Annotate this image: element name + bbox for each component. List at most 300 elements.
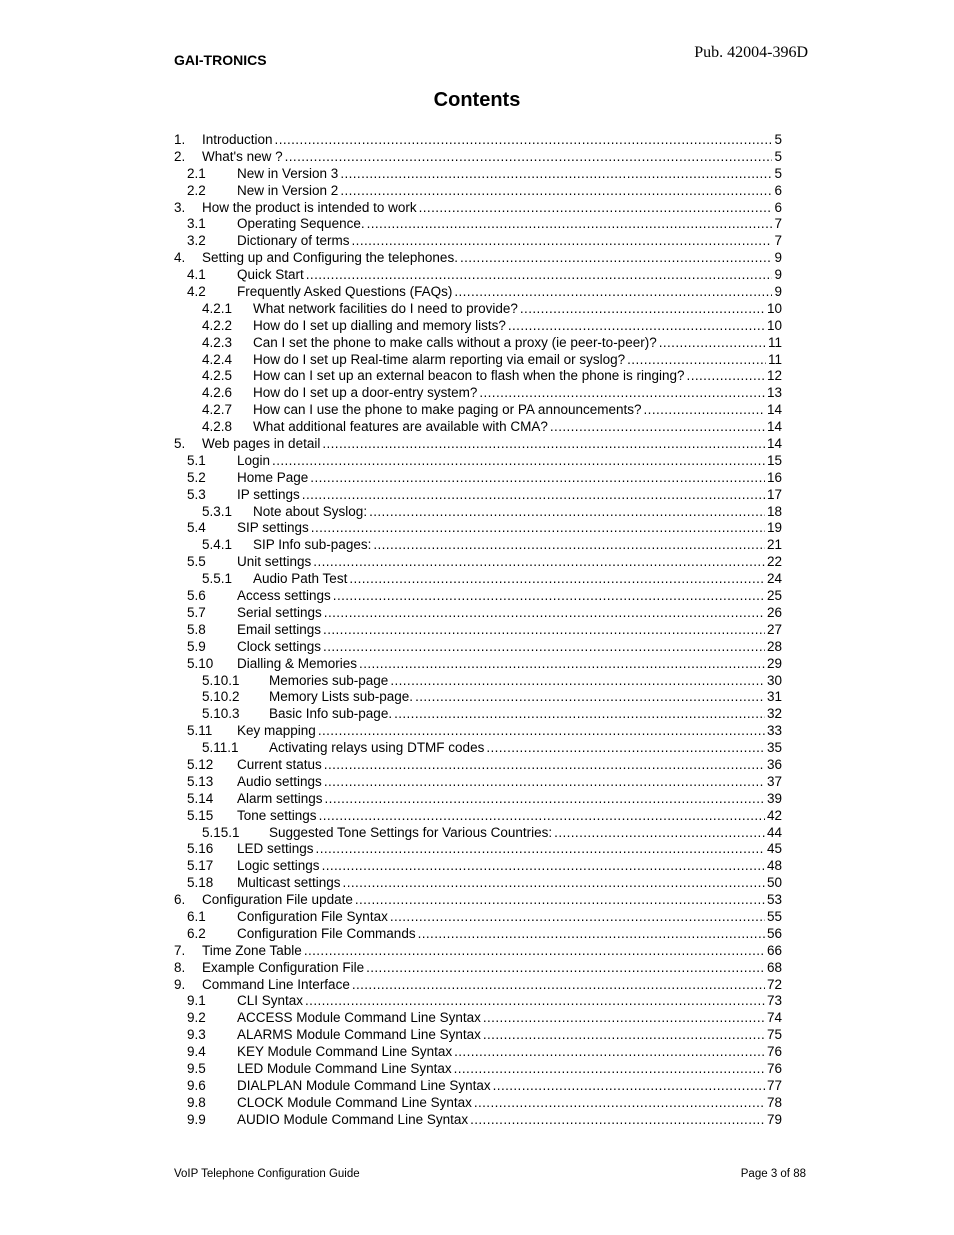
- toc-entry-page: 7: [774, 216, 782, 232]
- toc-entry[interactable]: [174, 808, 782, 825]
- toc-entry-page: 39: [766, 790, 782, 806]
- toc-entry-title: CLI Syntax: [237, 993, 304, 1009]
- toc-entry-title: New in Version 3: [237, 165, 339, 181]
- toc-entry[interactable]: [174, 841, 782, 858]
- toc-entry-title: Home Page: [237, 469, 309, 485]
- toc-entry[interactable]: [174, 368, 782, 385]
- toc-entry-page: 16: [766, 469, 782, 485]
- toc-dot-leader: [454, 1061, 765, 1076]
- toc-dot-leader: [355, 892, 765, 907]
- toc-entry-number: 5.10.3: [202, 706, 240, 722]
- toc-dot-leader: [493, 1078, 765, 1093]
- toc-entry-page: 76: [766, 1044, 782, 1060]
- toc-entry-number: 4.2.3: [202, 334, 233, 350]
- toc-dot-leader: [483, 1027, 765, 1042]
- toc-entry-number: 1.: [174, 132, 186, 147]
- toc-entry-title: Introduction: [202, 132, 273, 147]
- page-title: Contents: [433, 89, 521, 111]
- toc-entry-page: 12: [766, 368, 782, 384]
- toc-entry-number: 9.4: [187, 1044, 206, 1060]
- toc-entry-page: 10: [766, 300, 782, 316]
- toc-entry-page: 48: [766, 858, 782, 874]
- toc-dot-leader: [460, 250, 773, 265]
- toc-entry[interactable]: [174, 977, 782, 994]
- toc-entry-page: 25: [766, 588, 782, 604]
- toc-dot-leader: [352, 977, 765, 992]
- toc-entry-page: 68: [766, 959, 782, 975]
- toc-entry-number: 3.: [174, 199, 186, 215]
- toc-entry[interactable]: [174, 1078, 782, 1095]
- toc-entry-number: 5.4.1: [202, 537, 233, 553]
- toc-entry[interactable]: [174, 825, 782, 842]
- toc-dot-leader: [659, 335, 766, 350]
- toc-dot-leader: [311, 520, 765, 535]
- toc-entry-number: 4.2.4: [202, 351, 233, 367]
- toc-entry-page: 29: [766, 655, 782, 671]
- toc-entry-number: 2.1: [187, 165, 206, 181]
- toc-entry-number: 9.5: [187, 1060, 206, 1076]
- toc-entry-title: What network facilities do I need to provide?: [253, 300, 518, 316]
- toc-entry[interactable]: [174, 318, 782, 335]
- toc-entry-number: 5.1: [187, 452, 206, 468]
- toc-entry-number: 4.2.7: [202, 402, 233, 418]
- toc-dot-leader: [454, 284, 772, 299]
- toc-entry-number: 5.6: [187, 588, 206, 604]
- toc-entry-title: Audio Path Test: [253, 571, 348, 587]
- toc-dot-leader: [304, 943, 765, 958]
- toc-entry[interactable]: [174, 1112, 782, 1129]
- table-of-contents: [174, 132, 782, 1129]
- toc-entry-title: Access settings: [237, 588, 331, 604]
- toc-entry-number: 4.2.1: [202, 300, 233, 316]
- toc-entry-number: 4.2.8: [202, 419, 233, 435]
- toc-entry-title: Key mapping: [237, 723, 316, 739]
- toc-entry-number: 5.14: [187, 790, 214, 806]
- toc-entry[interactable]: [174, 639, 782, 656]
- toc-entry[interactable]: [174, 183, 782, 200]
- toc-entry[interactable]: [174, 706, 782, 723]
- toc-dot-leader: [272, 453, 765, 468]
- toc-entry-page: 6: [774, 199, 782, 215]
- toc-entry-title: ALARMS Module Command Line Syntax: [237, 1027, 481, 1043]
- toc-entry-number: 9.6: [187, 1077, 206, 1093]
- toc-entry-page: 28: [766, 638, 782, 654]
- toc-entry-number: 5.4: [187, 520, 206, 536]
- toc-entry[interactable]: [174, 233, 782, 250]
- toc-entry-page: 14: [766, 402, 782, 418]
- toc-entry-title: SIP settings: [237, 520, 309, 536]
- toc-entry-page: 6: [774, 182, 782, 198]
- toc-dot-leader: [687, 368, 765, 383]
- toc-entry-page: 77: [766, 1077, 782, 1093]
- toc-entry[interactable]: [174, 250, 782, 267]
- toc-entry-number: 4.2.6: [202, 385, 233, 401]
- toc-entry-title: ACCESS Module Command Line Syntax: [237, 1010, 481, 1026]
- toc-dot-leader: [369, 504, 765, 519]
- toc-entry-page: 15: [766, 452, 782, 468]
- toc-entry-page: 79: [766, 1111, 782, 1127]
- toc-entry-number: 5.13: [187, 773, 214, 789]
- toc-entry-number: 9.9: [187, 1111, 206, 1127]
- toc-entry-page: 37: [766, 773, 782, 789]
- toc-entry[interactable]: [174, 622, 782, 639]
- toc-dot-leader: [550, 419, 765, 434]
- toc-dot-leader: [418, 926, 765, 941]
- toc-entry[interactable]: [174, 284, 782, 301]
- toc-entry-number: 5.11: [187, 723, 213, 739]
- toc-entry-page: 45: [766, 841, 782, 857]
- toc-entry-title: Operating Sequence.: [237, 216, 365, 232]
- toc-dot-leader: [305, 993, 765, 1008]
- toc-entry-number: 5.15.1: [202, 824, 240, 840]
- toc-dot-leader: [324, 605, 765, 620]
- toc-entry[interactable]: [174, 487, 782, 504]
- toc-entry-title: Setting up and Configuring the telephones.: [202, 250, 458, 266]
- toc-entry[interactable]: [174, 588, 782, 605]
- toc-entry-page: 9: [774, 284, 782, 300]
- toc-entry-title: Email settings: [237, 621, 322, 637]
- toc-dot-leader: [359, 656, 765, 671]
- toc-entry-title: KEY Module Command Line Syntax: [237, 1044, 453, 1060]
- toc-entry[interactable]: [174, 554, 782, 571]
- toc-entry-number: 4.1: [187, 267, 206, 283]
- toc-dot-leader: [318, 723, 765, 738]
- toc-entry-number: 5.15: [187, 807, 214, 823]
- toc-dot-leader: [394, 706, 765, 721]
- toc-entry-number: 5.18: [187, 875, 214, 891]
- toc-entry-title: AUDIO Module Command Line Syntax: [237, 1111, 469, 1127]
- toc-entry-page: 9: [774, 267, 782, 283]
- toc-entry-title: Basic Info sub-page.: [269, 706, 393, 722]
- toc-entry[interactable]: [174, 875, 782, 892]
- toc-entry-number: 5.3.1: [202, 503, 233, 519]
- toc-entry-page: 5: [774, 132, 782, 147]
- toc-dot-leader: [319, 808, 765, 823]
- toc-entry-page: 7: [774, 233, 782, 249]
- toc-entry-title: Quick Start: [237, 267, 304, 283]
- toc-entry-title: IP settings: [237, 486, 300, 502]
- toc-dot-leader: [340, 166, 772, 181]
- toc-entry-number: 9.2: [187, 1010, 206, 1026]
- toc-entry-page: 26: [766, 604, 782, 620]
- toc-entry[interactable]: [174, 791, 782, 808]
- toc-entry[interactable]: [174, 537, 782, 554]
- toc-entry-title: Configuration File Syntax: [237, 908, 388, 924]
- toc-entry-number: 4.2.5: [202, 368, 233, 384]
- toc-entry-page: 14: [766, 436, 782, 452]
- toc-entry-number: 9.3: [187, 1027, 206, 1043]
- toc-entry-page: 75: [766, 1027, 782, 1043]
- toc-entry-title: Activating relays using DTMF codes: [269, 740, 485, 756]
- toc-entry-number: 8.: [174, 959, 186, 975]
- toc-entry-page: 9: [774, 250, 782, 266]
- toc-dot-leader: [483, 1010, 765, 1025]
- toc-entry-title: Multicast settings: [237, 875, 341, 891]
- toc-dot-leader: [322, 858, 765, 873]
- toc-entry-number: 3.1: [187, 216, 206, 232]
- toc-entry-title: Memories sub-page: [269, 672, 389, 688]
- toc-entry-title: Unit settings: [237, 554, 312, 570]
- toc-entry-title: SIP Info sub-pages:: [253, 537, 372, 553]
- toc-entry-page: 72: [766, 976, 782, 992]
- toc-entry[interactable]: [174, 520, 782, 537]
- toc-entry[interactable]: [174, 200, 782, 217]
- toc-entry[interactable]: [174, 453, 782, 470]
- toc-entry[interactable]: [174, 352, 782, 369]
- toc-entry-page: 36: [766, 756, 782, 772]
- toc-entry[interactable]: [174, 166, 782, 183]
- toc-entry-title: Command Line Interface: [202, 976, 350, 992]
- toc-entry[interactable]: [174, 267, 782, 284]
- toc-entry[interactable]: [174, 740, 782, 757]
- toc-dot-leader: [390, 909, 765, 924]
- toc-dot-leader: [373, 537, 765, 552]
- toc-entry[interactable]: [174, 723, 782, 740]
- toc-entry-title: How the product is intended to work: [202, 199, 417, 215]
- toc-entry[interactable]: [174, 436, 782, 453]
- toc-entry-title: Logic settings: [237, 858, 320, 874]
- toc-dot-leader: [306, 267, 773, 282]
- toc-dot-leader: [324, 757, 765, 772]
- toc-entry-title: Memory Lists sub-page.: [269, 689, 414, 705]
- toc-entry-number: 4.: [174, 250, 186, 266]
- toc-entry-number: 5.3: [187, 486, 206, 502]
- toc-entry[interactable]: [174, 470, 782, 487]
- toc-dot-leader: [310, 470, 765, 485]
- toc-entry-title: What additional features are available with CMA?: [253, 419, 548, 435]
- toc-entry-page: 27: [766, 621, 782, 637]
- toc-dot-leader: [486, 740, 765, 755]
- toc-entry-title: Dictionary of terms: [237, 233, 350, 249]
- toc-entry-page: 44: [766, 824, 782, 840]
- toc-entry-title: Tone settings: [237, 807, 317, 823]
- footer-doc-title: VoIP Telephone Configuration Guide: [174, 1168, 360, 1180]
- toc-entry-number: 5.2: [187, 469, 206, 485]
- toc-entry[interactable]: [174, 993, 782, 1010]
- toc-entry-title: LED Module Command Line Syntax: [237, 1060, 452, 1076]
- toc-entry-page: 11: [767, 334, 782, 350]
- toc-dot-leader: [508, 318, 765, 333]
- toc-dot-leader: [366, 960, 765, 975]
- toc-entry[interactable]: [174, 1095, 782, 1112]
- toc-dot-leader: [520, 301, 765, 316]
- toc-entry-number: 6.1: [187, 908, 206, 924]
- toc-entry[interactable]: [174, 301, 782, 318]
- toc-entry-number: 5.17: [187, 858, 214, 874]
- toc-entry-number: 9.: [174, 976, 186, 992]
- toc-entry-number: 5.: [174, 436, 186, 452]
- toc-entry[interactable]: [174, 757, 782, 774]
- toc-entry-page: 66: [766, 942, 782, 958]
- toc-entry-title: Frequently Asked Questions (FAQs): [237, 284, 453, 300]
- toc-dot-leader: [324, 774, 765, 789]
- toc-dot-leader: [275, 132, 773, 147]
- toc-entry-page: 76: [766, 1060, 782, 1076]
- toc-entry[interactable]: [174, 132, 782, 149]
- toc-entry-title: How do I set up dialling and memory lists?: [253, 317, 506, 333]
- toc-entry-number: 7.: [174, 942, 186, 958]
- toc-entry[interactable]: [174, 774, 782, 791]
- toc-entry-number: 4.2.2: [202, 317, 233, 333]
- toc-entry-page: 35: [766, 740, 782, 756]
- toc-entry[interactable]: [174, 1044, 782, 1061]
- toc-entry-number: 5.12: [187, 756, 214, 772]
- toc-entry-number: 5.5: [187, 554, 206, 570]
- toc-entry-title: Login: [237, 452, 271, 468]
- toc-entry[interactable]: [174, 909, 782, 926]
- toc-dot-leader: [313, 554, 765, 569]
- toc-entry-number: 5.8: [187, 621, 206, 637]
- toc-entry-title: Time Zone Table: [202, 942, 302, 958]
- toc-entry-title: Example Configuration File: [202, 959, 365, 975]
- toc-entry-title: LED settings: [237, 841, 314, 857]
- toc-entry-number: 5.9: [187, 638, 206, 654]
- toc-entry-number: 5.10.1: [202, 672, 240, 688]
- toc-dot-leader: [343, 875, 765, 890]
- toc-entry-title: Alarm settings: [237, 790, 323, 806]
- toc-dot-leader: [352, 233, 773, 248]
- toc-dot-leader: [285, 149, 773, 164]
- toc-dot-leader: [415, 689, 765, 704]
- toc-entry-number: 5.10.2: [202, 689, 240, 705]
- toc-dot-leader: [627, 352, 766, 367]
- toc-entry[interactable]: [174, 504, 782, 521]
- toc-dot-leader: [340, 183, 772, 198]
- toc-entry-title: How do I set up a door-entry system?: [253, 385, 478, 401]
- toc-entry[interactable]: [174, 385, 782, 402]
- toc-entry-page: 22: [766, 554, 782, 570]
- toc-entry-title: Serial settings: [237, 604, 322, 620]
- toc-entry-page: 73: [766, 993, 782, 1009]
- toc-entry-title: CLOCK Module Command Line Syntax: [237, 1094, 472, 1110]
- toc-entry-page: 17: [766, 486, 782, 502]
- toc-entry-title: Clock settings: [237, 638, 322, 654]
- toc-entry-page: 11: [767, 351, 782, 367]
- toc-dot-leader: [316, 841, 765, 856]
- toc-entry[interactable]: [174, 960, 782, 977]
- toc-entry-number: 9.1: [187, 993, 206, 1009]
- toc-dot-leader: [325, 791, 765, 806]
- toc-entry-number: 5.10: [187, 655, 214, 671]
- toc-entry[interactable]: [174, 926, 782, 943]
- toc-entry-page: 10: [766, 317, 782, 333]
- toc-entry-number: 6.: [174, 892, 186, 908]
- toc-entry-number: 5.16: [187, 841, 214, 857]
- toc-entry-page: 24: [766, 571, 782, 587]
- toc-dot-leader: [390, 673, 765, 688]
- toc-entry-title: How can I set up an external beacon to flash when the phone is ringing?: [253, 368, 685, 384]
- toc-entry[interactable]: [174, 335, 782, 352]
- header-company: GAI-TRONICS: [174, 52, 267, 68]
- toc-dot-leader: [367, 216, 773, 231]
- toc-entry[interactable]: [174, 943, 782, 960]
- toc-entry-page: 5: [774, 165, 782, 181]
- toc-entry-page: 74: [766, 1010, 782, 1026]
- toc-entry[interactable]: [174, 1010, 782, 1027]
- toc-entry-number: 2.: [174, 148, 186, 164]
- toc-entry[interactable]: [174, 656, 782, 673]
- toc-entry[interactable]: [174, 673, 782, 690]
- toc-entry-title: Web pages in detail: [202, 436, 321, 452]
- toc-entry-number: 2.2: [187, 182, 206, 198]
- toc-entry[interactable]: [174, 149, 782, 166]
- toc-entry-title: How can I use the phone to make paging or PA announcements?: [253, 402, 642, 418]
- toc-entry-title: Configuration File update: [202, 892, 353, 908]
- toc-entry-number: 5.7: [187, 604, 206, 620]
- toc-dot-leader: [479, 385, 765, 400]
- toc-entry-page: 32: [766, 706, 782, 722]
- toc-entry-number: 9.8: [187, 1094, 206, 1110]
- toc-entry-title: Current status: [237, 756, 322, 772]
- toc-entry-title: Suggested Tone Settings for Various Countries:: [269, 824, 553, 840]
- toc-entry-number: 4.2: [187, 284, 206, 300]
- toc-entry[interactable]: [174, 605, 782, 622]
- toc-entry-page: 55: [766, 908, 782, 924]
- toc-entry-page: 19: [766, 520, 782, 536]
- toc-entry-page: 78: [766, 1094, 782, 1110]
- toc-entry-page: 21: [766, 537, 782, 553]
- toc-dot-leader: [323, 622, 765, 637]
- toc-dot-leader: [322, 436, 765, 451]
- toc-entry[interactable]: [174, 892, 782, 909]
- toc-entry-number: 3.2: [187, 233, 206, 249]
- toc-entry-number: 6.2: [187, 925, 206, 941]
- toc-entry[interactable]: [174, 402, 782, 419]
- toc-dot-leader: [419, 200, 773, 215]
- toc-dot-leader: [323, 639, 765, 654]
- toc-entry-page: 42: [766, 807, 782, 823]
- toc-entry-title: Configuration File Commands: [237, 925, 416, 941]
- toc-entry-number: 5.11.1: [202, 740, 239, 756]
- toc-entry-title: Note about Syslog:: [253, 503, 368, 519]
- toc-entry-page: 50: [766, 875, 782, 891]
- toc-entry[interactable]: [174, 858, 782, 875]
- toc-dot-leader: [470, 1112, 765, 1127]
- toc-dot-leader: [349, 571, 765, 586]
- toc-entry-page: 30: [766, 672, 782, 688]
- toc-entry-page: 33: [766, 723, 782, 739]
- toc-entry-title: Dialling & Memories: [237, 655, 358, 671]
- toc-dot-leader: [474, 1095, 765, 1110]
- toc-dot-leader: [454, 1044, 765, 1059]
- toc-entry-title: Can I set the phone to make calls without a proxy (ie peer-to-peer)?: [253, 334, 657, 350]
- toc-dot-leader: [302, 487, 765, 502]
- toc-entry-number: 5.5.1: [202, 571, 233, 587]
- toc-entry-title: New in Version 2: [237, 182, 339, 198]
- toc-entry[interactable]: [174, 1061, 782, 1078]
- toc-entry[interactable]: [174, 419, 782, 436]
- toc-dot-leader: [333, 588, 765, 603]
- toc-entry-page: 18: [766, 503, 782, 519]
- toc-dot-leader: [644, 402, 765, 417]
- toc-entry[interactable]: [174, 216, 782, 233]
- header-publication: Pub. 42004-396D: [694, 44, 808, 61]
- toc-entry[interactable]: [174, 689, 782, 706]
- toc-entry-page: 5: [774, 148, 782, 164]
- toc-entry-page: 53: [766, 892, 782, 908]
- toc-entry-title: What's new ?: [202, 148, 283, 164]
- toc-entry-title: How do I set up Real-time alarm reporting via email or syslog?: [253, 351, 626, 367]
- toc-entry[interactable]: [174, 571, 782, 588]
- toc-entry-page: 14: [766, 419, 782, 435]
- toc-entry-title: DIALPLAN Module Command Line Syntax: [237, 1077, 491, 1093]
- toc-dot-leader: [554, 825, 765, 840]
- footer-page-number: Page 3 of 88: [740, 1168, 806, 1180]
- toc-entry-page: 31: [766, 689, 782, 705]
- toc-entry-page: 13: [766, 385, 782, 401]
- toc-entry-title: Audio settings: [237, 773, 322, 789]
- toc-entry[interactable]: [174, 1027, 782, 1044]
